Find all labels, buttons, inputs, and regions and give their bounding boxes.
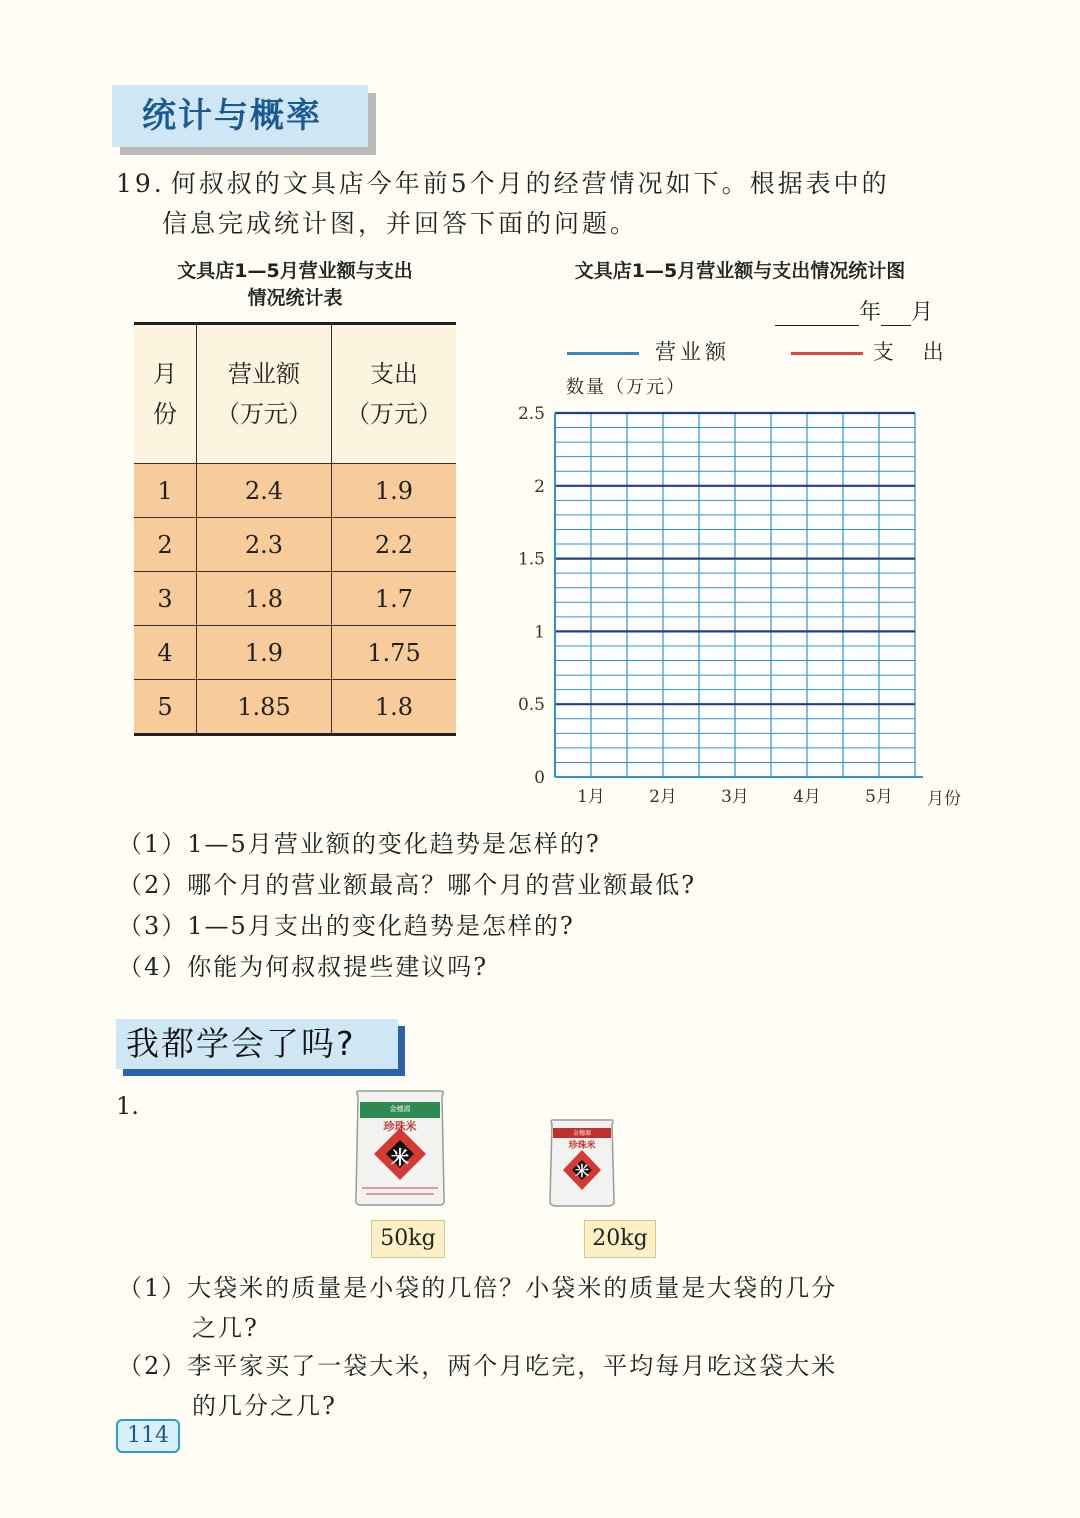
problem-number: 19. bbox=[116, 169, 165, 198]
small-bag-weight-label: 20kg bbox=[584, 1220, 656, 1258]
y-tick-label: 2.5 bbox=[517, 404, 545, 424]
table-caption bbox=[130, 258, 460, 312]
large-bag-mark: 米 bbox=[391, 1148, 409, 1169]
cell-revenue: 1.9 bbox=[197, 626, 332, 680]
table-header-row bbox=[134, 324, 456, 464]
question-item: （1）大袋米的质量是小袋的几倍？小袋米的质量是大袋的几分 bbox=[118, 1274, 838, 1302]
year-blank[interactable] bbox=[775, 301, 859, 326]
cell-month: 3 bbox=[134, 572, 197, 626]
cell-revenue: 2.4 bbox=[197, 464, 332, 518]
question-item: （2）哪个月的营业额最高？哪个月的营业额最低? bbox=[118, 871, 697, 899]
x-tick-label: 1月 bbox=[577, 787, 605, 807]
header-expense: 支出 （万元） bbox=[332, 324, 457, 464]
month-blank[interactable] bbox=[881, 301, 911, 326]
small-bag-name: 珍珠米 bbox=[568, 1141, 596, 1151]
legend-label-expense: 支 出 bbox=[872, 340, 948, 364]
question-item: （1）1—5月营业额的变化趋势是怎样的? bbox=[118, 830, 601, 858]
problem-statement bbox=[116, 164, 890, 244]
x-tick-label: 3月 bbox=[721, 787, 749, 807]
small-rice-bag-image bbox=[547, 1118, 617, 1208]
x-tick-label: 2月 bbox=[649, 787, 677, 807]
data-table bbox=[134, 322, 456, 736]
small-bag-mark: 米 bbox=[575, 1164, 589, 1180]
section-title: 统计与概率 bbox=[112, 85, 368, 147]
large-rice-bag-image bbox=[352, 1088, 448, 1208]
table-caption-line-2: 情况统计表 bbox=[247, 287, 343, 309]
x-tick-label: 5月 bbox=[865, 787, 893, 807]
question-item: （2）李平家买了一袋大米，两个月吃完，平均每月吃这袋大米 bbox=[118, 1352, 838, 1380]
question-item-continuation: 之几? bbox=[192, 1314, 259, 1342]
header-revenue: 营业额 （万元） bbox=[197, 324, 332, 464]
large-bag-brand: 金穗源 bbox=[389, 1105, 411, 1113]
cell-expense: 1.8 bbox=[332, 680, 457, 735]
large-bag-weight-label: 50kg bbox=[371, 1220, 445, 1258]
cell-expense: 1.7 bbox=[332, 572, 457, 626]
cell-month: 1 bbox=[134, 464, 197, 518]
cell-revenue: 2.3 bbox=[197, 518, 332, 572]
y-tick-label: 1.5 bbox=[517, 549, 545, 570]
cell-month: 4 bbox=[134, 626, 197, 680]
question-list bbox=[118, 824, 696, 988]
y-tick-label: 0.5 bbox=[517, 695, 545, 716]
legend-swatch-revenue bbox=[567, 352, 639, 355]
y-tick-label: 1 bbox=[534, 622, 545, 643]
x-axis-label: 月份 bbox=[927, 789, 961, 809]
problem-line-2: 信息完成统计图，并回答下面的问题。 bbox=[162, 209, 639, 238]
question-item-continuation: 的几分之几? bbox=[192, 1392, 337, 1420]
question-item: （4）你能为何叔叔提些建议吗? bbox=[118, 953, 489, 981]
cell-revenue: 1.8 bbox=[197, 572, 332, 626]
table-row bbox=[134, 680, 456, 735]
question-item: （3）1—5月支出的变化趋势是怎样的? bbox=[118, 912, 575, 940]
problem-line-1: 何叔叔的文具店今年前5个月的经营情况如下。根据表中的 bbox=[170, 169, 890, 198]
cell-month: 2 bbox=[134, 518, 197, 572]
chart-title: 文具店1—5月营业额与支出情况统计图 bbox=[574, 260, 906, 282]
table-row bbox=[134, 572, 456, 626]
header-month: 月 份 bbox=[134, 324, 197, 464]
problem2-number: 1. bbox=[116, 1092, 139, 1120]
problem2-questions bbox=[118, 1268, 837, 1426]
cell-expense: 1.9 bbox=[332, 464, 457, 518]
x-tick-label: 4月 bbox=[793, 787, 821, 807]
legend-label-revenue: 营业额 bbox=[655, 340, 730, 364]
cell-expense: 1.75 bbox=[332, 626, 457, 680]
month-suffix: 月 bbox=[911, 300, 934, 325]
legend-swatch-expense bbox=[791, 352, 863, 355]
section2-title: 我都学会了吗? bbox=[116, 1019, 398, 1069]
year-suffix: 年 bbox=[859, 300, 882, 325]
y-tick-label: 2 bbox=[534, 476, 545, 497]
table-row bbox=[134, 518, 456, 572]
line-chart bbox=[500, 395, 980, 815]
chart-legend bbox=[567, 336, 948, 366]
table-caption-line-1: 文具店1—5月营业额与支出 bbox=[177, 260, 413, 282]
table-row bbox=[134, 464, 456, 518]
cell-expense: 2.2 bbox=[332, 518, 457, 572]
cell-revenue: 1.85 bbox=[197, 680, 332, 735]
y-tick-label: 0 bbox=[534, 768, 545, 788]
cell-month: 5 bbox=[134, 680, 197, 735]
page-number: 114 bbox=[116, 1419, 180, 1453]
small-bag-brand: 金穗源 bbox=[572, 1130, 591, 1137]
chart-ylabel: 数量（万元） bbox=[566, 377, 686, 398]
table-row bbox=[134, 626, 456, 680]
chart-date-line bbox=[775, 295, 933, 326]
large-bag-name: 珍珠米 bbox=[383, 1120, 417, 1133]
